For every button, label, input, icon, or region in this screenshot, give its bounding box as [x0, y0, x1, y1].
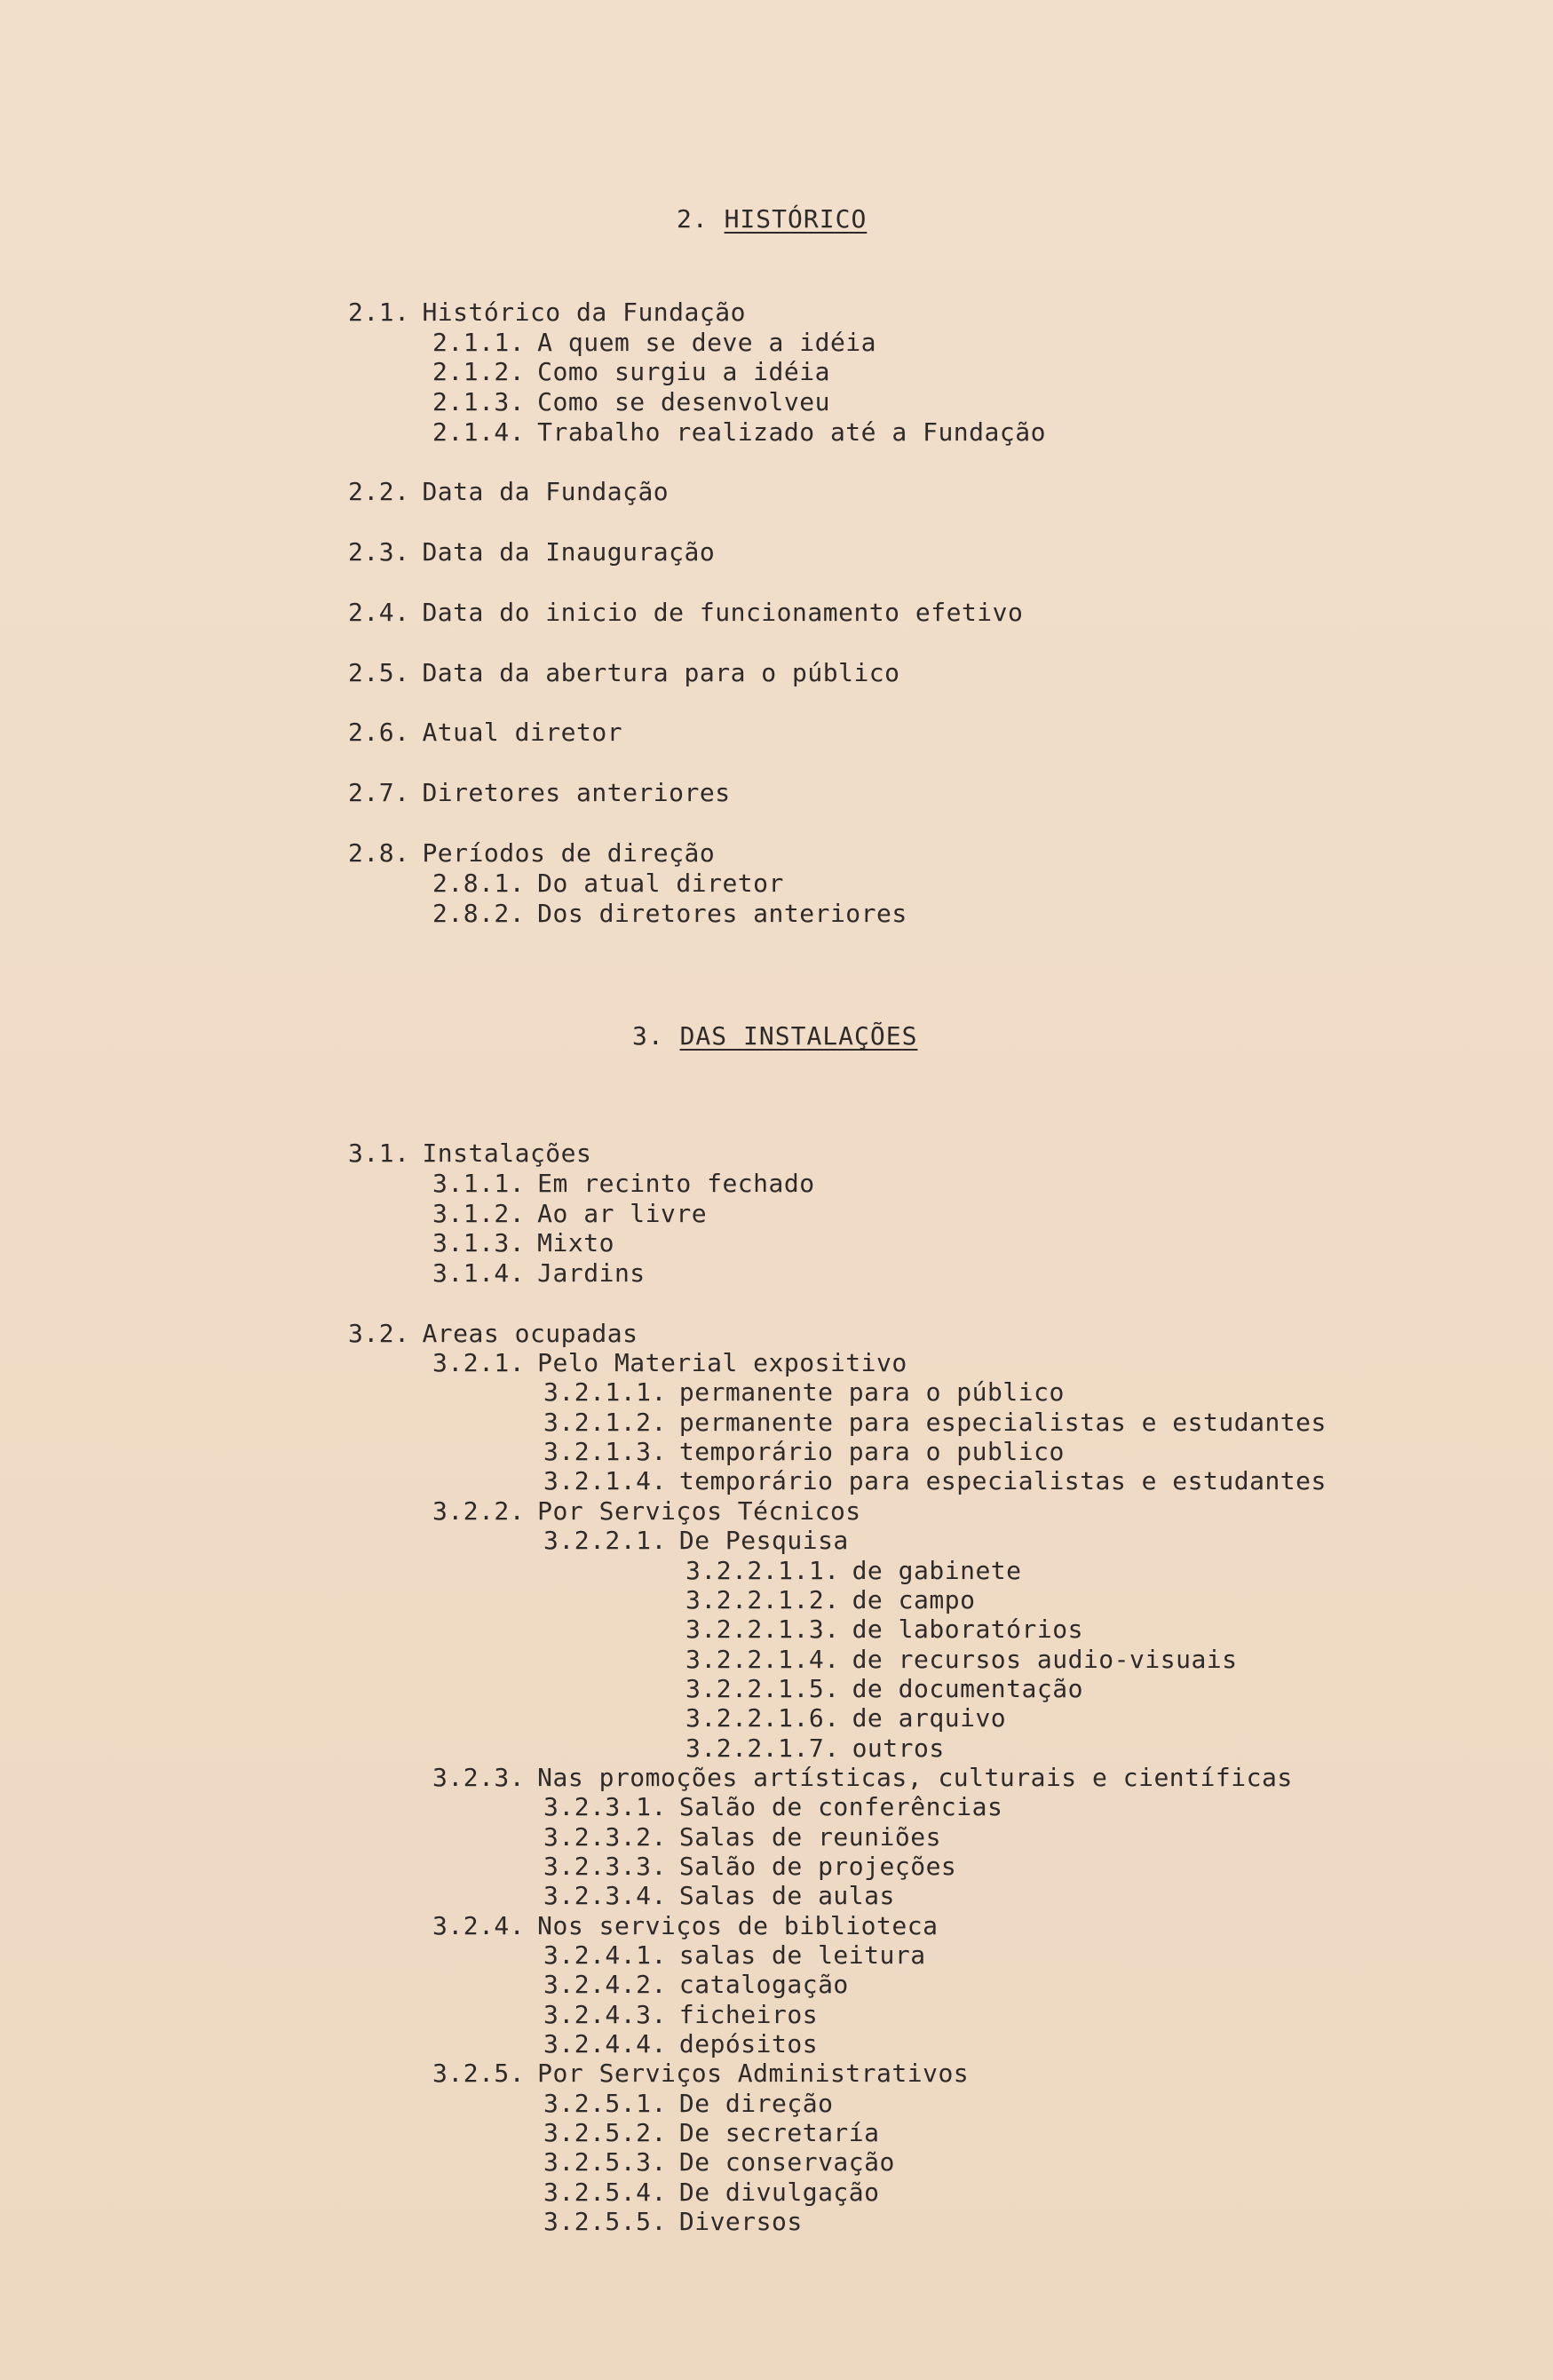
item-text: Mixto [537, 1228, 614, 1257]
item-number: 2.1.1. [432, 328, 526, 357]
outline-item [348, 1319, 638, 1349]
item-number: 3.2.4.1. [543, 1940, 667, 1970]
item-number: 3.2.1.2. [543, 1408, 667, 1437]
item-number: 3.2.5.2. [543, 2118, 667, 2147]
item-text: de laboratórios [852, 1614, 1083, 1644]
item-text: de recursos audio-visuais [852, 1645, 1238, 1674]
item-text: de documentação [852, 1674, 1083, 1703]
item-text: catalogação [678, 1970, 849, 1999]
outline-item [348, 298, 746, 328]
item-text: Data do inicio de funcionamento efetivo [422, 598, 1024, 627]
item-text: Como se desenvolveu [537, 387, 830, 416]
item-text: de gabinete [852, 1556, 1022, 1585]
item-text: Jardins [537, 1258, 646, 1288]
item-text: Atual diretor [422, 718, 623, 747]
item-text: outros [852, 1733, 945, 1763]
outline-item [543, 1940, 926, 1971]
item-text: temporário para o publico [678, 1437, 1065, 1466]
outline-item [432, 417, 1046, 448]
outline-item [432, 357, 830, 387]
item-number: 3.2.2. [432, 1496, 526, 1526]
outline-item [543, 1822, 941, 1852]
outline-item [543, 1881, 895, 1911]
outline-item [543, 1408, 1327, 1438]
item-number: 2.8.2. [432, 899, 526, 928]
outline-item [685, 1614, 1083, 1645]
section-title: HISTÓRICO [724, 204, 868, 234]
item-text: Do atual diretor [537, 869, 784, 898]
item-number: 2.3. [348, 537, 410, 567]
item-number: 3.2.5.4. [543, 2178, 667, 2207]
outline-item [432, 1496, 861, 1527]
outline-item [432, 1911, 938, 1941]
item-text: Como surgiu a idéia [537, 357, 830, 386]
item-number: 3.2.4. [432, 1911, 526, 1940]
outline-item [543, 1792, 1002, 1822]
outline-item [432, 328, 876, 358]
item-number: 2.2. [348, 477, 410, 506]
outline-item [685, 1645, 1238, 1675]
outline-item [348, 1138, 591, 1169]
item-number: 3.2.4.3. [543, 2000, 667, 2029]
item-text: Ao ar livre [537, 1199, 708, 1228]
item-number: 3.2.2.1. [543, 1526, 667, 1555]
item-text: Data da Fundação [422, 477, 670, 506]
item-text: Em recinto fechado [537, 1169, 815, 1198]
item-number: 3.2.2.1.4. [685, 1645, 840, 1674]
item-number: 3.2.3.3. [543, 1852, 667, 1881]
item-text: Histórico da Fundação [422, 298, 746, 327]
item-number: 3.2.2.1.2. [685, 1585, 840, 1614]
outline-item [543, 1852, 956, 1882]
item-text: De divulgação [678, 2178, 880, 2207]
item-number: 3.2.3.1. [543, 1792, 667, 1821]
item-number: 3.2.2.1.3. [685, 1614, 840, 1644]
item-text: Salão de conferências [678, 1792, 1003, 1821]
outline-item [348, 658, 900, 688]
outline-item [432, 1763, 1293, 1793]
item-number: 3.2.4.4. [543, 2029, 667, 2059]
section-number: 2. [677, 204, 709, 234]
item-number: 3.2.1.3. [543, 1437, 667, 1466]
item-text: Diretores anteriores [422, 778, 731, 807]
item-text: Períodos de direção [422, 838, 716, 868]
section-heading-instalacoes [632, 1021, 917, 1051]
outline-item [685, 1674, 1083, 1704]
outline-item [348, 718, 622, 748]
outline-item [543, 2000, 818, 2030]
outline-item [432, 1228, 614, 1258]
outline-item [432, 1199, 707, 1229]
item-number: 3.2. [348, 1319, 410, 1348]
item-text: de campo [852, 1585, 976, 1614]
item-number: 2.1. [348, 298, 410, 327]
item-text: Trabalho realizado até a Fundação [537, 417, 1046, 447]
item-number: 3.2.1. [432, 1348, 526, 1377]
outline-item [685, 1585, 975, 1615]
outline-item [543, 2118, 880, 2148]
outline-item [543, 1970, 849, 2000]
outline-item [348, 778, 731, 808]
outline-item [543, 2089, 833, 2119]
item-number: 3.1.1. [432, 1169, 526, 1198]
item-number: 3.2.5. [432, 2059, 526, 2088]
item-number: 3.1.4. [432, 1258, 526, 1288]
item-text: permanente para o público [678, 1377, 1065, 1407]
item-text: Salas de reuniões [678, 1822, 941, 1852]
outline-item [543, 2207, 803, 2237]
outline-item [348, 838, 715, 869]
outline-item [543, 1466, 1327, 1496]
item-text: salas de leitura [678, 1940, 926, 1970]
item-number: 3.2.3. [432, 1763, 526, 1792]
item-text: De direção [678, 2089, 834, 2118]
item-number: 3.2.5.5. [543, 2207, 667, 2236]
outline-item [543, 1526, 849, 1556]
item-text: De conservação [678, 2147, 895, 2177]
item-text: Nas promoções artísticas, culturais e científicas [537, 1763, 1293, 1792]
item-number: 2.1.4. [432, 417, 526, 447]
item-number: 2.1.2. [432, 357, 526, 386]
outline-item [348, 598, 1023, 628]
item-text: Diversos [678, 2207, 803, 2236]
item-text: de arquivo [852, 1703, 1007, 1733]
item-text: De Pesquisa [678, 1526, 849, 1555]
item-text: temporário para especialistas e estudantes [678, 1466, 1327, 1495]
section-number: 3. [632, 1021, 664, 1051]
outline-item [685, 1556, 1022, 1586]
outline-item [348, 477, 669, 507]
item-text: Data da abertura para o público [422, 658, 900, 687]
item-number: 3.1.2. [432, 1199, 526, 1228]
item-number: 3.2.2.1.5. [685, 1674, 840, 1703]
item-text: Salas de aulas [678, 1881, 895, 1910]
section-heading-historico [677, 204, 867, 234]
item-number: 3.2.1.4. [543, 1466, 667, 1495]
item-text: Areas ocupadas [422, 1319, 638, 1348]
item-number: 2.5. [348, 658, 410, 687]
item-text: Instalações [422, 1138, 592, 1168]
outline-item [432, 899, 907, 929]
item-text: ficheiros [678, 2000, 819, 2029]
outline-item [432, 1169, 815, 1199]
item-number: 3.2.2.1.6. [685, 1703, 840, 1733]
outline-item [432, 387, 830, 417]
item-number: 2.7. [348, 778, 410, 807]
item-text: Dos diretores anteriores [537, 899, 907, 928]
item-number: 2.1.3. [432, 387, 526, 416]
item-text: Salão de projeções [678, 1852, 957, 1881]
item-number: 3.2.1.1. [543, 1377, 667, 1407]
section-title: DAS INSTALAÇÕES [679, 1021, 918, 1051]
item-text: Pelo Material expositivo [537, 1348, 907, 1377]
item-number: 3.1.3. [432, 1228, 526, 1257]
item-text: depósitos [678, 2029, 819, 2059]
outline-item [685, 1733, 945, 1764]
item-text: De secretaría [678, 2118, 880, 2147]
item-number: 2.6. [348, 718, 410, 747]
item-number: 3.2.3.2. [543, 1822, 667, 1852]
item-number: 3.2.3.4. [543, 1881, 667, 1910]
outline-item [543, 1437, 1065, 1467]
item-number: 3.2.5.1. [543, 2089, 667, 2118]
outline-item [685, 1703, 1006, 1733]
item-number: 2.4. [348, 598, 410, 627]
item-text: A quem se deve a idéia [537, 328, 877, 357]
outline-item [543, 2029, 818, 2059]
item-text: Por Serviços Técnicos [537, 1496, 861, 1526]
outline-item [432, 2059, 969, 2089]
item-number: 2.8. [348, 838, 410, 868]
outline-item [432, 869, 784, 899]
item-number: 3.2.4.2. [543, 1970, 667, 1999]
item-number: 3.2.5.3. [543, 2147, 667, 2177]
item-text: permanente para especialistas e estudantes [678, 1408, 1327, 1437]
item-text: Por Serviços Administrativos [537, 2059, 970, 2088]
item-number: 3.1. [348, 1138, 410, 1168]
item-text: Data da Inauguração [422, 537, 716, 567]
outline-item [432, 1348, 907, 1378]
outline-item [432, 1258, 646, 1289]
item-number: 3.2.2.1.1. [685, 1556, 840, 1585]
item-text: Nos serviços de biblioteca [537, 1911, 939, 1940]
outline-item [543, 2147, 895, 2178]
outline-item [543, 2178, 880, 2208]
outline-item [543, 1377, 1065, 1408]
item-number: 2.8.1. [432, 869, 526, 898]
item-number: 3.2.2.1.7. [685, 1733, 840, 1763]
outline-item [348, 537, 715, 567]
